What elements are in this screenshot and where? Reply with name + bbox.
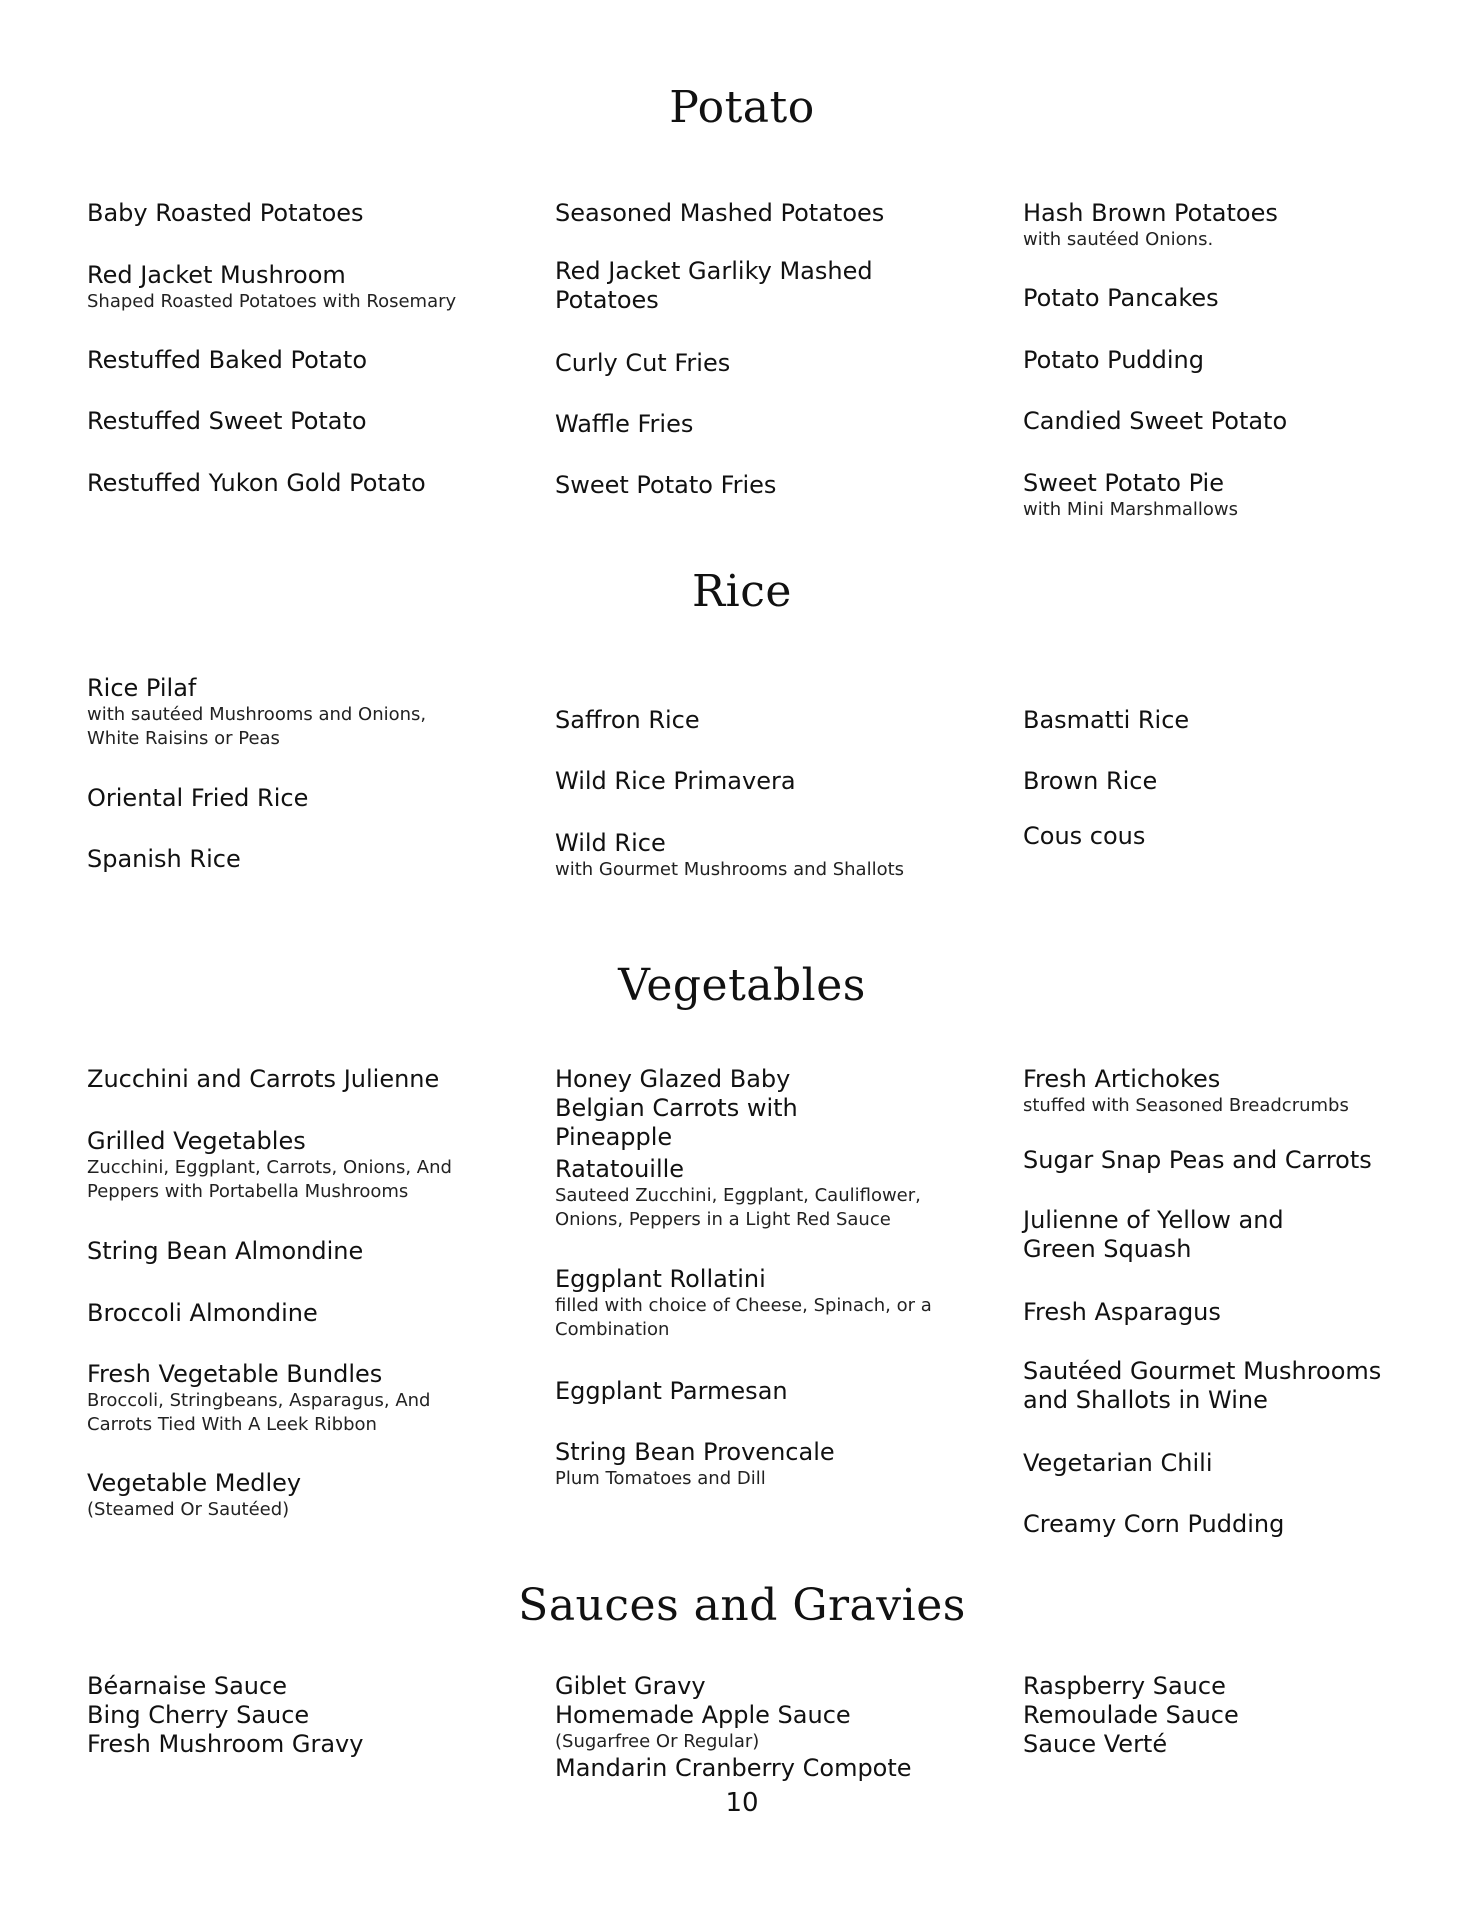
menu-item bbox=[1023, 1357, 1423, 1415]
item-description: with Gourmet Mushrooms and Shallots bbox=[555, 859, 905, 880]
item-description: with Mini Marshmallows bbox=[1023, 499, 1238, 520]
rice-title: Rice bbox=[692, 566, 792, 617]
sauce-item: Remoulade Sauce bbox=[1023, 1701, 1239, 1729]
item-name: Spanish Rice bbox=[87, 845, 241, 873]
menu-item bbox=[555, 471, 995, 500]
menu-item bbox=[1023, 1510, 1463, 1539]
item-name: Grilled Vegetables bbox=[87, 1127, 306, 1155]
item-name: Fresh Asparagus bbox=[1023, 1298, 1221, 1326]
item-name: Wild Rice bbox=[555, 829, 666, 857]
menu-item bbox=[1023, 822, 1463, 851]
item-name: Honey Glazed Baby Belgian Carrots with Pineapple bbox=[555, 1065, 798, 1151]
sauces-column-1 bbox=[87, 1672, 527, 1759]
item-name: Vegetable Medley bbox=[87, 1469, 302, 1497]
menu-item bbox=[1023, 1298, 1463, 1327]
item-name: String Bean Almondine bbox=[87, 1237, 364, 1265]
item-description: Sauteed Zucchini, Eggplant, Cauliflower, Onions, Peppers in a Light Red Sauce bbox=[555, 1185, 921, 1230]
item-description: Plum Tomatoes and Dill bbox=[555, 1468, 766, 1489]
menu-item bbox=[87, 1299, 527, 1328]
menu-item bbox=[1023, 346, 1463, 375]
item-name: Seasoned Mashed Potatoes bbox=[555, 199, 885, 227]
item-name: Hash Brown Potatoes bbox=[1023, 199, 1278, 227]
item-name: Broccoli Almondine bbox=[87, 1299, 318, 1327]
menu-item bbox=[555, 706, 995, 735]
menu-item bbox=[87, 261, 527, 314]
item-name: Restuffed Baked Potato bbox=[87, 346, 368, 374]
item-description: with sautéed Onions. bbox=[1023, 229, 1214, 250]
item-name: Potato Pancakes bbox=[1023, 284, 1219, 312]
menu-item bbox=[555, 767, 995, 796]
item-description: with sautéed Mushrooms and Onions, White Raisins or Peas bbox=[87, 704, 427, 749]
menu-item bbox=[87, 1237, 527, 1266]
sauce-item: Fresh Mushroom Gravy bbox=[87, 1730, 364, 1758]
menu-item bbox=[555, 410, 995, 439]
item-name: Wild Rice Primavera bbox=[555, 767, 796, 795]
menu-item bbox=[1023, 706, 1463, 735]
item-description: Shaped Roasted Potatoes with Rosemary bbox=[87, 291, 457, 312]
sauces-column-2 bbox=[555, 1672, 995, 1783]
sauce-item: Giblet Gravy bbox=[555, 1672, 706, 1700]
menu-item bbox=[1023, 1206, 1363, 1264]
menu-item bbox=[555, 257, 885, 315]
item-description: filled with choice of Cheese, Spinach, or a Combination bbox=[555, 1295, 932, 1340]
item-name: Potato Pudding bbox=[1023, 346, 1204, 374]
item-name: Curly Cut Fries bbox=[555, 349, 731, 377]
menu-item bbox=[87, 1065, 527, 1094]
item-name: String Bean Provencale bbox=[555, 1438, 835, 1466]
sauce-description: (Sugarfree Or Regular) bbox=[555, 1731, 760, 1752]
menu-item bbox=[87, 469, 527, 498]
item-name: Fresh Vegetable Bundles bbox=[87, 1360, 383, 1388]
menu-item bbox=[87, 346, 527, 375]
item-name: Vegetarian Chili bbox=[1023, 1449, 1213, 1477]
item-name: Saffron Rice bbox=[555, 706, 700, 734]
menu-item bbox=[87, 784, 527, 813]
item-name: Restuffed Sweet Potato bbox=[87, 407, 367, 435]
sauce-item: Sauce Verté bbox=[1023, 1730, 1168, 1758]
item-name: Creamy Corn Pudding bbox=[1023, 1510, 1285, 1538]
item-name: Eggplant Rollatini bbox=[555, 1265, 766, 1293]
item-name: Julienne of Yellow and Green Squash bbox=[1023, 1206, 1284, 1263]
menu-item bbox=[1023, 1146, 1463, 1175]
item-name: Baby Roasted Potatoes bbox=[87, 199, 364, 227]
menu-item bbox=[1023, 469, 1463, 522]
menu-item bbox=[1023, 407, 1463, 436]
sauce-item: Raspberry Sauce bbox=[1023, 1672, 1226, 1700]
menu-item bbox=[555, 1065, 885, 1152]
menu-item bbox=[1023, 199, 1463, 252]
menu-item bbox=[555, 199, 995, 228]
menu-item bbox=[1023, 1449, 1463, 1478]
item-name: Restuffed Yukon Gold Potato bbox=[87, 469, 426, 497]
item-name: Oriental Fried Rice bbox=[87, 784, 309, 812]
menu-item bbox=[555, 349, 995, 378]
sauce-item: Mandarin Cranberry Compote bbox=[555, 1754, 912, 1782]
item-name: Waffle Fries bbox=[555, 410, 694, 438]
item-name: Sautéed Gourmet Mushrooms and Shallots in Wine bbox=[1023, 1357, 1382, 1414]
sauces-title: Sauces and Gravies bbox=[518, 1580, 966, 1631]
item-name: Cous cous bbox=[1023, 822, 1146, 850]
item-name: Eggplant Parmesan bbox=[555, 1377, 788, 1405]
menu-item bbox=[1023, 284, 1463, 313]
potato-title: Potato bbox=[669, 82, 815, 133]
item-description: (Steamed Or Sautéed) bbox=[87, 1499, 290, 1520]
sauce-item: Bing Cherry Sauce bbox=[87, 1701, 310, 1729]
item-name: Sweet Potato Pie bbox=[1023, 469, 1224, 497]
menu-item bbox=[87, 199, 527, 228]
item-name: Fresh Artichokes bbox=[1023, 1065, 1221, 1093]
item-name: Ratatouille bbox=[555, 1155, 685, 1183]
item-description: stuffed with Seasoned Breadcrumbs bbox=[1023, 1095, 1349, 1116]
sauces-column-3 bbox=[1023, 1672, 1463, 1759]
menu-item bbox=[87, 845, 527, 874]
item-name: Red Jacket Mushroom bbox=[87, 261, 346, 289]
menu-item bbox=[87, 674, 457, 751]
menu-item bbox=[555, 829, 995, 882]
item-name: Basmatti Rice bbox=[1023, 706, 1190, 734]
item-name: Sweet Potato Fries bbox=[555, 471, 777, 499]
menu-item bbox=[555, 1265, 945, 1342]
item-name: Candied Sweet Potato bbox=[1023, 407, 1288, 435]
item-name: Rice Pilaf bbox=[87, 674, 197, 702]
page-number: 10 bbox=[725, 1788, 759, 1818]
sauce-item: Homemade Apple Sauce bbox=[555, 1701, 851, 1729]
menu-item bbox=[555, 1155, 945, 1232]
menu-item bbox=[87, 1360, 467, 1437]
item-name: Zucchini and Carrots Julienne bbox=[87, 1065, 440, 1093]
item-name: Brown Rice bbox=[1023, 767, 1158, 795]
menu-item bbox=[555, 1438, 995, 1491]
menu-item bbox=[1023, 767, 1463, 796]
item-description: Broccoli, Stringbeans, Asparagus, And Carrots Tied With A Leek Ribbon bbox=[87, 1390, 431, 1435]
item-name: Red Jacket Garliky Mashed Potatoes bbox=[555, 257, 873, 314]
menu-item bbox=[87, 1127, 467, 1204]
item-description: Zucchini, Eggplant, Carrots, Onions, And Peppers with Portabella Mushrooms bbox=[87, 1157, 452, 1202]
menu-item bbox=[1023, 1065, 1463, 1118]
menu-item bbox=[87, 407, 527, 436]
menu-item bbox=[555, 1377, 995, 1406]
vegetables-title: Vegetables bbox=[618, 960, 866, 1011]
item-name: Sugar Snap Peas and Carrots bbox=[1023, 1146, 1372, 1174]
menu-item bbox=[87, 1469, 527, 1522]
sauce-item: Béarnaise Sauce bbox=[87, 1672, 287, 1700]
